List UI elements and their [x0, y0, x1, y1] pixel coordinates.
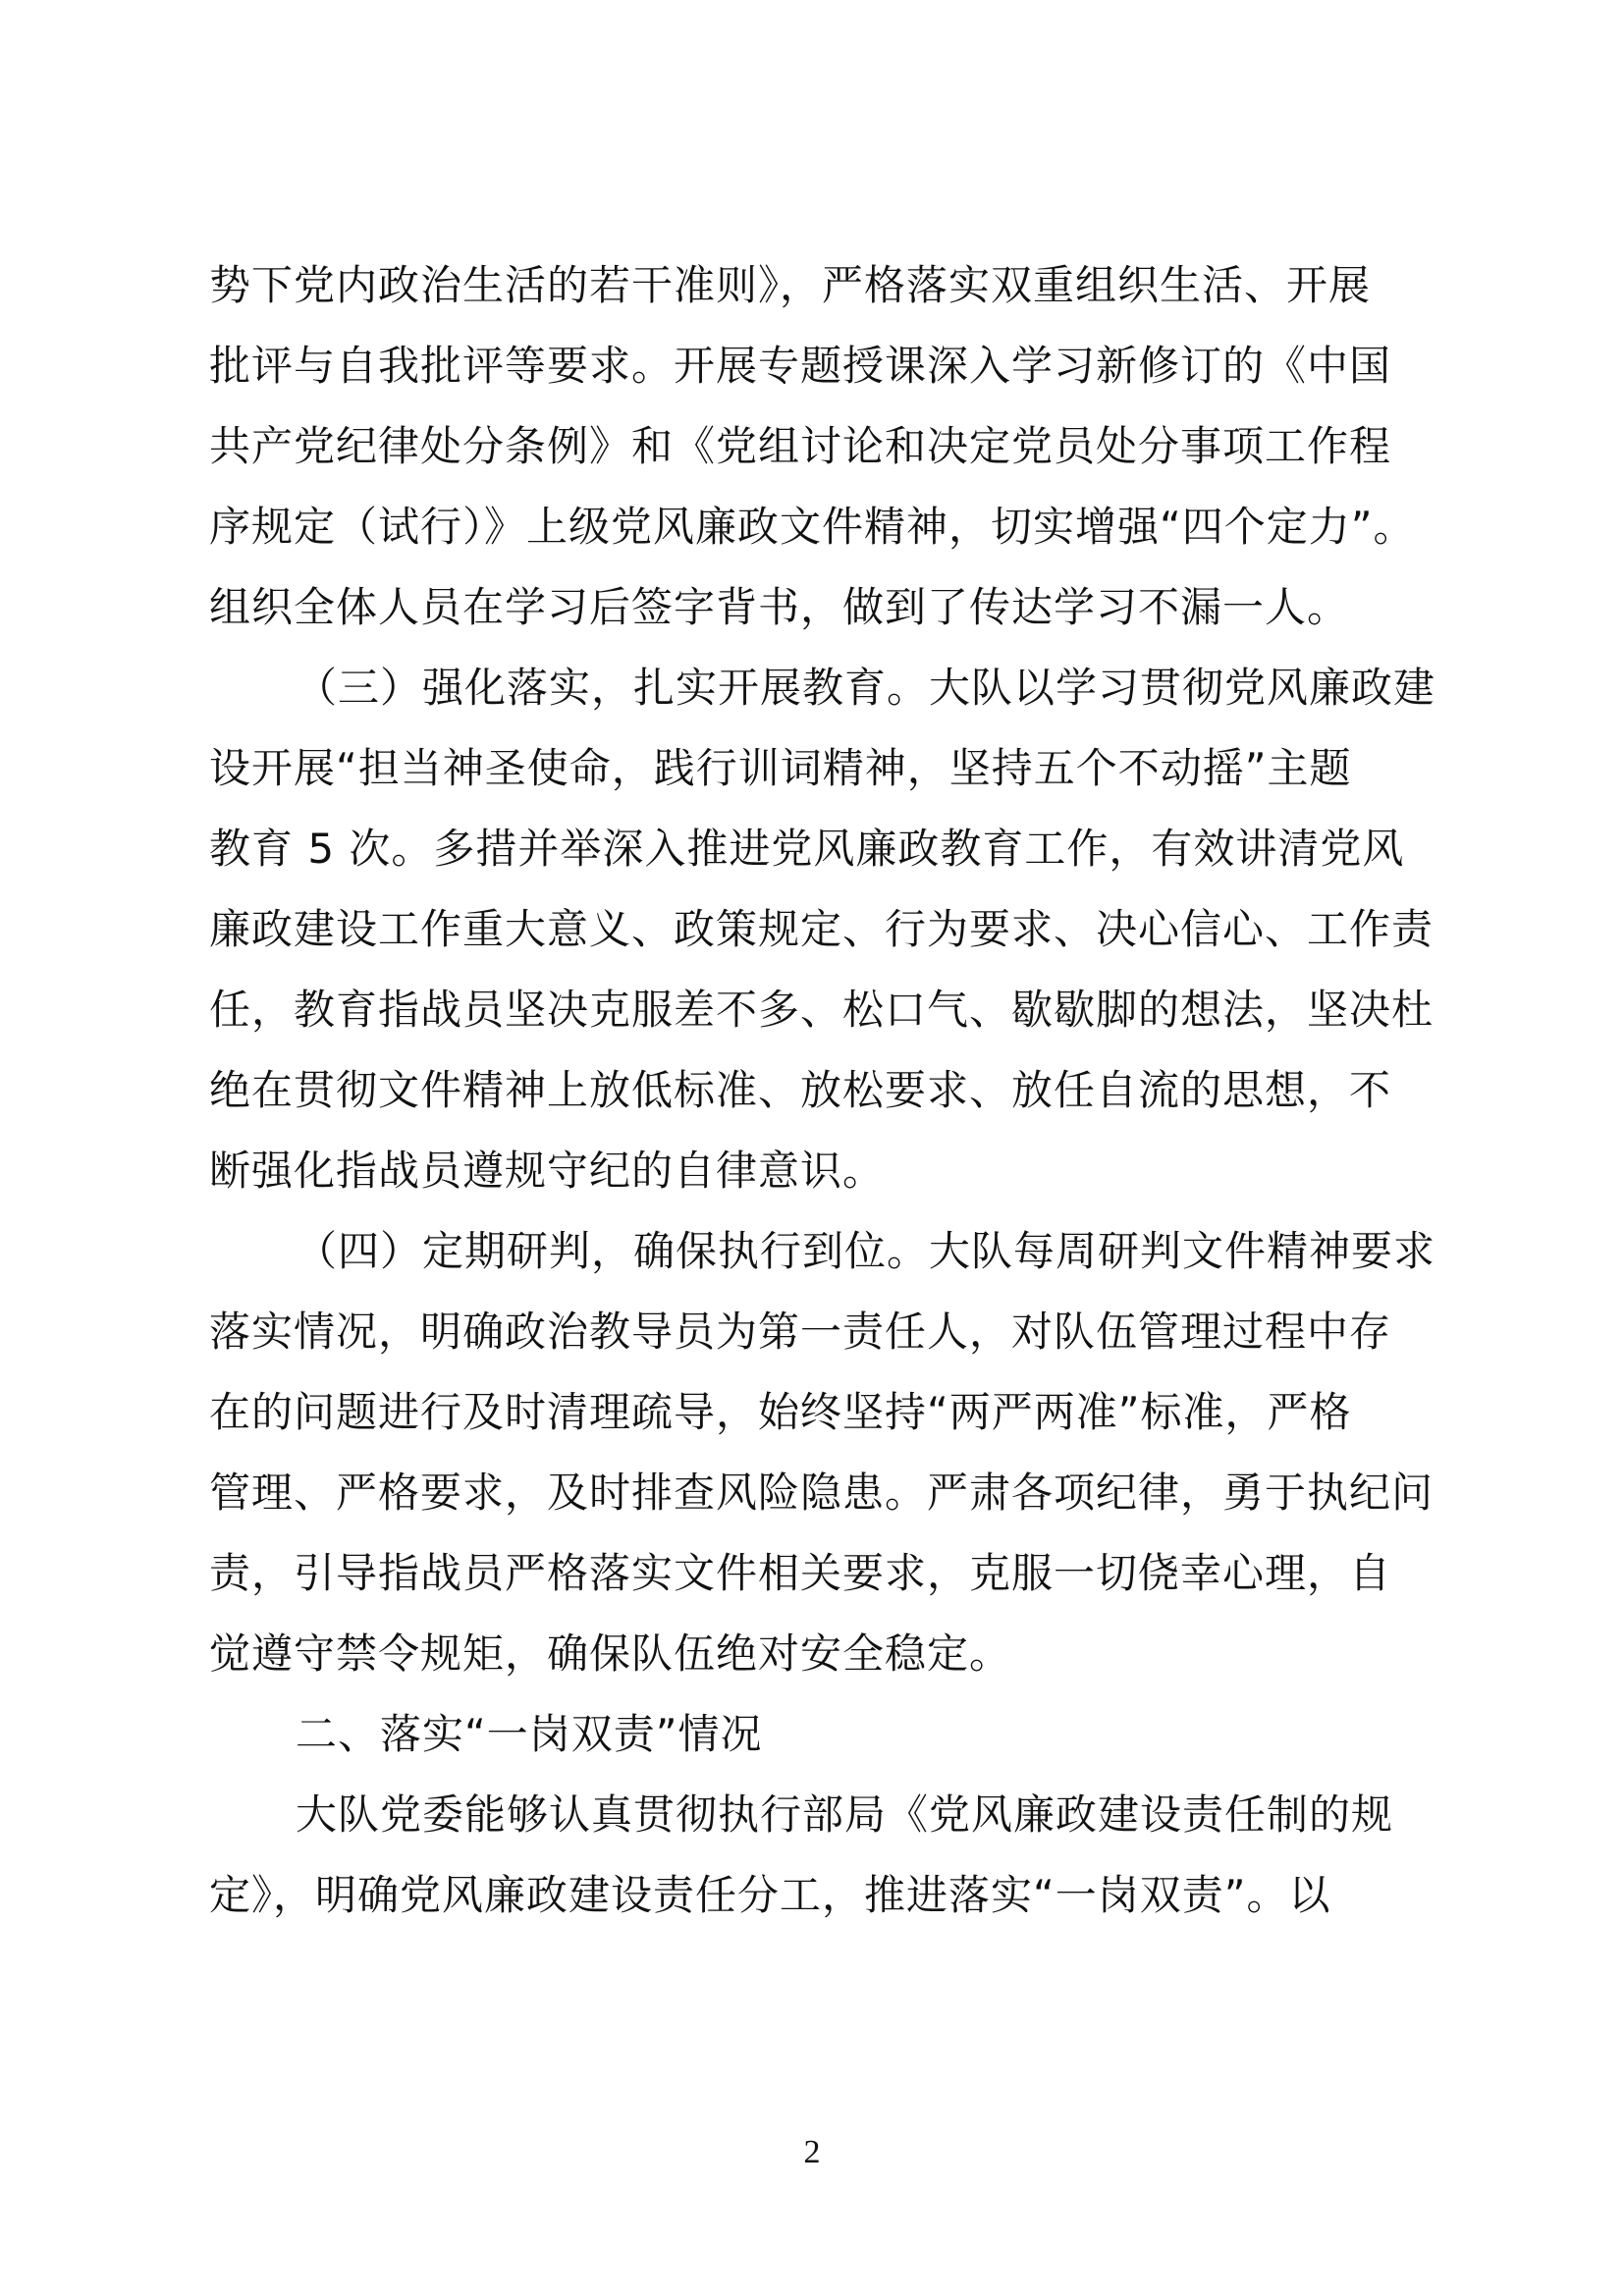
text-line: 批评与自我批评等要求。开展专题授课深入学习新修订的《中国: [209, 342, 1392, 390]
text-line: 组织全体人员在学习后签字背书，做到了传达学习不漏一人。: [209, 583, 1350, 631]
text-line: 设开展“担当神圣使命，践行训词精神，坚持五个不动摇”主题: [209, 744, 1352, 792]
text-line: 觉遵守禁令规矩，确保队伍绝对安全稳定。: [209, 1629, 1012, 1678]
text-line: 共产党纪律处分条例》和《党组讨论和决定党员处分事项工作程: [209, 422, 1392, 470]
text-line: 任，教育指战员坚决克服差不多、松口气、歇歇脚的想法，坚决杜: [209, 986, 1435, 1034]
text-line: 管理、严格要求，及时排查风险隐患。严肃各项纪律，勇于执纪问: [209, 1468, 1435, 1517]
page-number: 2: [803, 2134, 821, 2170]
text-line: 断强化指战员遵规守纪的自律意识。: [209, 1147, 886, 1195]
section-4-heading-line: （四）定期研判，确保执行到位。大队每周研判文件精神要求: [296, 1227, 1436, 1275]
text-line: 廉政建设工作重大意义、政策规定、行为要求、决心信心、工作责: [209, 905, 1435, 953]
text-line: 定》，明确党风廉政建设责任分工，推进落实“一岗双责”。以: [209, 1871, 1331, 1919]
text-line: 势下党内政治生活的若干准则》，严格落实双重组织生活、开展: [209, 261, 1372, 309]
body-text: [209, 245, 1436, 1936]
text-line: 落实情况，明确政治教导员为第一责任人，对队伍管理过程中存: [209, 1308, 1392, 1356]
text-line: 绝在贯彻文件精神上放低标准、放松要求、放任自流的思想，不: [209, 1066, 1392, 1114]
text-line: 教育 5 次。多措并举深入推进党风廉政教育工作，有效讲清党风: [209, 825, 1405, 873]
text-line: 序规定（试行）》上级党风廉政文件精神，切实增强“四个定力”。: [209, 503, 1416, 551]
text-line: 责，引导指战员严格落实文件相关要求，克服一切侥幸心理，自: [209, 1549, 1392, 1597]
section-2-heading: 二、落实“一岗双责”情况: [296, 1710, 763, 1758]
text-line: 大队党委能够认真贯彻执行部局《党风廉政建设责任制的规: [296, 1790, 1394, 1839]
text-line: 在的问题进行及时清理疏导，始终坚持“两严两准”标准，严格: [209, 1388, 1352, 1436]
section-3-heading-line: （三）强化落实，扎实开展教育。大队以学习贯彻党风廉政建: [296, 664, 1436, 712]
